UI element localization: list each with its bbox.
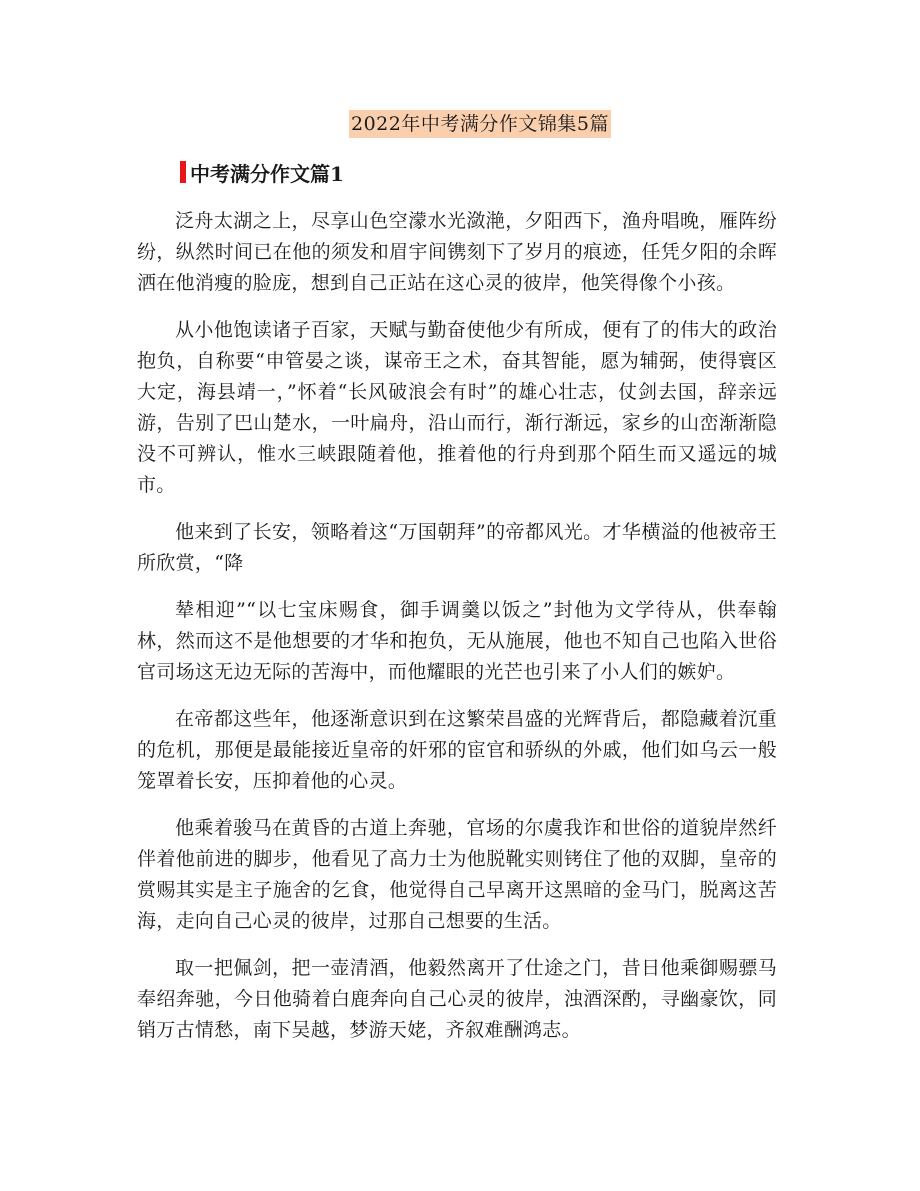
section-heading-text: 中考满分作文篇1 bbox=[190, 161, 344, 186]
section-heading bbox=[180, 158, 344, 186]
paragraph: 泛舟太湖之上，尽享山色空濛水光潋滟，夕阳西下，渔舟唱晚，雁阵纷纷，纵然时间已在他的须发和眉宇间镌刻下了岁月的痕迹，任凭夕阳的余晖洒在他消瘦的脸庞，想到自己正站在这心灵的彼岸，他笑得像个小孩。 bbox=[137, 210, 777, 294]
paragraph: 他来到了长安，领略着这“万国朝拜”的帝都风光。才华横溢的他被帝王所欣赏，“降 bbox=[137, 521, 777, 574]
document-title: 2022年中考满分作文锦集5篇 bbox=[349, 110, 611, 138]
heading-marker bbox=[180, 161, 186, 183]
document-body bbox=[137, 206, 777, 1062]
paragraph: 取一把佩剑，把一壶清酒，他毅然离开了仕途之门，昔日他乘御赐骠马奉绍奔驰，今日他骑着白鹿奔向自己心灵的彼岸，浊酒深酌，寻幽豪饮，同销万古情愁，南下吴越，梦游天姥，齐叙难酬鸿志。 bbox=[137, 957, 777, 1041]
paragraph: 辇相迎”“以七宝床赐食，御手调羹以饭之”封他为文学待从，供奉翰林，然而这不是他想要的才华和抱负，无从施展，他也不知自己也陷入世俗官司场这无边无际的苦海中，而他耀眼的光芒也引来了小人们的嫉妒。 bbox=[137, 599, 777, 683]
paragraph: 在帝都这些年，他逐渐意识到在这繁荣昌盛的光辉背后，都隐藏着沉重的危机，那便是最能接近皇帝的奸邪的宦官和骄纵的外戚，他们如乌云一般笼罩着长安，压抑着他的心灵。 bbox=[137, 708, 777, 792]
paragraph: 他乘着骏马在黄昏的古道上奔驰，官场的尔虞我诈和世俗的道貌岸然纤伴着他前进的脚步，他看见了高力士为他脱靴实则铐住了他的双脚，皇帝的赏赐其实是主子施舍的乞食，他觉得自己早离开这黑暗的金马门，脱离这苦海，走向自己心灵的彼岸，过那自己想要的生活。 bbox=[137, 817, 777, 932]
paragraph: 从小他饱读诸子百家，天赋与勤奋使他少有所成，便有了的伟大的政治抱负，自称要“申管晏之谈，谋帝王之术，奋其智能，愿为辅弼，使得寰区大定，海县靖一，”怀着“长风破浪会有时”的雄心壮志，仗剑去国，辞亲远游，告别了巴山楚水，一叶扁舟，沿山而行，渐行渐远，家乡的山峦渐渐隐没不可辨认，惟水三峡跟随着他，推着他的行舟到那个陌生而又遥远的城市。 bbox=[137, 319, 777, 496]
